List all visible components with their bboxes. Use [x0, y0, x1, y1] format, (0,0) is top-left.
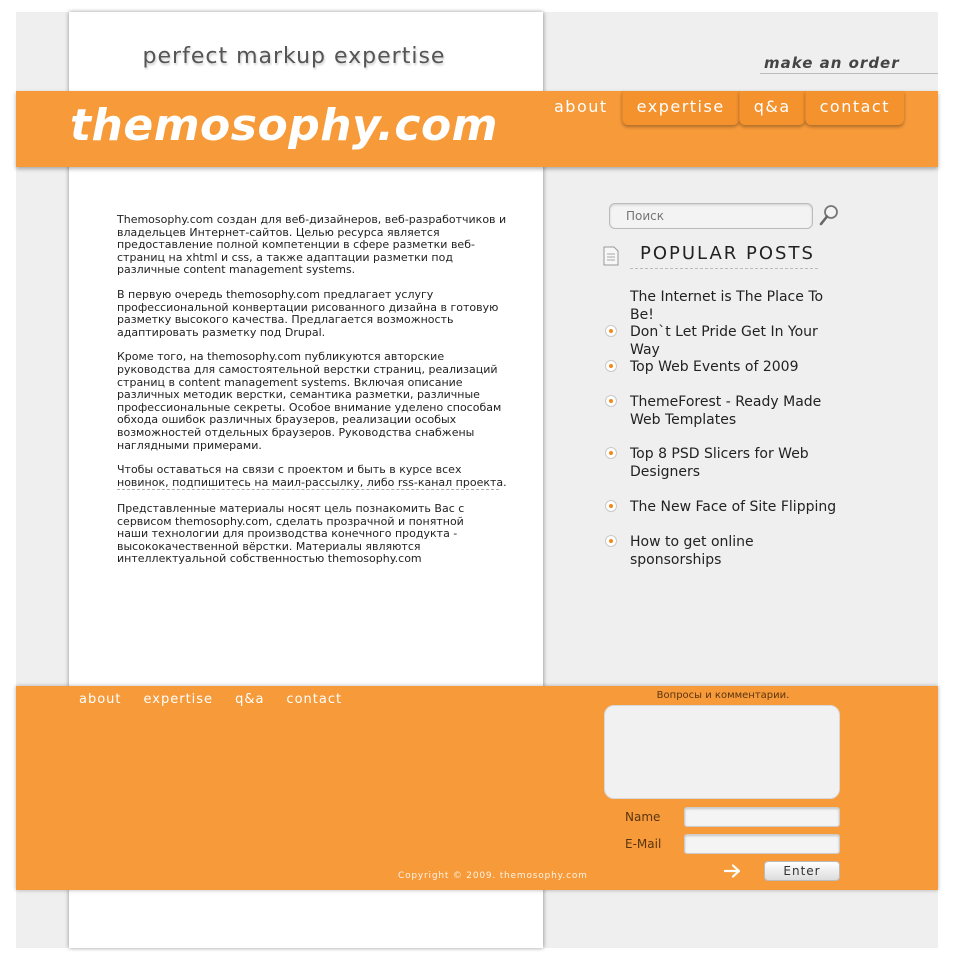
footer-link-qa[interactable]: q&a: [235, 692, 265, 707]
search-input[interactable]: [609, 203, 813, 229]
content-divider: [117, 489, 499, 490]
content-footer-paragraph: Представленные материалы носят цель познакомить Вас с сервисом themosophy.com, сделать прозрачной и понятной наши технологии для производства конечного продукта - высококачественной вёрстки. Материалы являются интеллектуальной собственностью themosophy.com: [117, 502, 465, 566]
bullet-icon: [605, 395, 617, 407]
name-label: Name: [625, 810, 661, 824]
copyright: Copyright © 2009. themosophy.com: [398, 871, 588, 881]
order-underline: [760, 73, 938, 74]
popular-posts-divider: [630, 268, 818, 269]
footer-link-about[interactable]: about: [79, 692, 122, 707]
top-nav: [540, 91, 904, 125]
post-title[interactable]: How to get online sponsorships: [630, 534, 754, 568]
post-title[interactable]: Top 8 PSD Slicers for Web Designers: [630, 446, 809, 480]
bullet-icon: [605, 500, 617, 512]
comments-textarea[interactable]: [604, 705, 840, 799]
content-paragraph: Themosophy.com создан для веб-дизайнеров, веб-разработчиков и владельцев Интернет-сайтов. Целью ресурса является предоставление полной компетенции в сфере разметки веб-страниц на xhtml и css, а также адаптации разметки под различные content management systems.: [117, 213, 507, 277]
arrow-right-icon: [723, 863, 743, 879]
bullet-icon: [605, 535, 617, 547]
search-icon[interactable]: [818, 203, 840, 227]
bullet-icon: [605, 360, 617, 372]
email-field[interactable]: [684, 834, 840, 854]
main-content: [117, 214, 512, 501]
email-label: E-Mail: [625, 837, 662, 851]
content-paragraph: Кроме того, на themosophy.com публикуются авторские руководства для самостоятельной верстки страниц, реализаций страниц в content management systems. Включая описание различных методик верстки, семантика разметки, различные профессиональные секреты. Особое внимание уделено способам обхода ошибок различных браузеров, реализации особых возможностей отдельных браузеров. Руководства снабжены наглядными примерами.: [117, 350, 502, 452]
make-order-link[interactable]: make an order: [764, 54, 900, 72]
nav-tab-expertise[interactable]: expertise: [622, 91, 739, 125]
popular-posts-title: POPULAR POSTS: [640, 243, 815, 264]
post-title[interactable]: Top Web Events of 2009: [630, 359, 799, 375]
document-icon: [603, 246, 619, 266]
content-paragraph: В первую очередь themosophy.com предлагает услугу профессиональной конвертации рисованного дизайна в готовую разметку высокого качества. Предлагается возможность адаптировать разметку под Drupal.: [117, 287, 499, 339]
tagline: perfect markup expertise: [142, 44, 446, 69]
nav-tab-about[interactable]: about: [554, 97, 608, 116]
footer-nav: [79, 692, 342, 707]
content-paragraph: Чтобы оставаться на связи с проектом и быть в курсе всех новинок, подпишитесь на маил-рассылку, либо rss-канал проекта.: [117, 463, 507, 489]
bullet-icon: [605, 325, 617, 337]
footer-link-contact[interactable]: contact: [286, 692, 343, 707]
post-title[interactable]: The New Face of Site Flipping: [630, 499, 837, 515]
bullet-icon: [605, 447, 617, 459]
site-logo[interactable]: themosophy.com: [70, 100, 499, 151]
name-field[interactable]: [684, 807, 840, 827]
nav-tab-qa[interactable]: q&a: [739, 91, 805, 125]
nav-tab-contact[interactable]: contact: [805, 91, 904, 125]
enter-button[interactable]: Enter: [764, 861, 840, 881]
comments-title: Вопросы и комментарии.: [656, 690, 790, 701]
footer-link-expertise[interactable]: expertise: [143, 692, 214, 707]
post-title[interactable]: Don`t Let Pride Get In Your Way: [630, 324, 818, 358]
post-title[interactable]: The Internet is The Place To Be!: [630, 289, 824, 323]
post-title[interactable]: ThemeForest - Ready Made Web Templates: [630, 394, 822, 428]
